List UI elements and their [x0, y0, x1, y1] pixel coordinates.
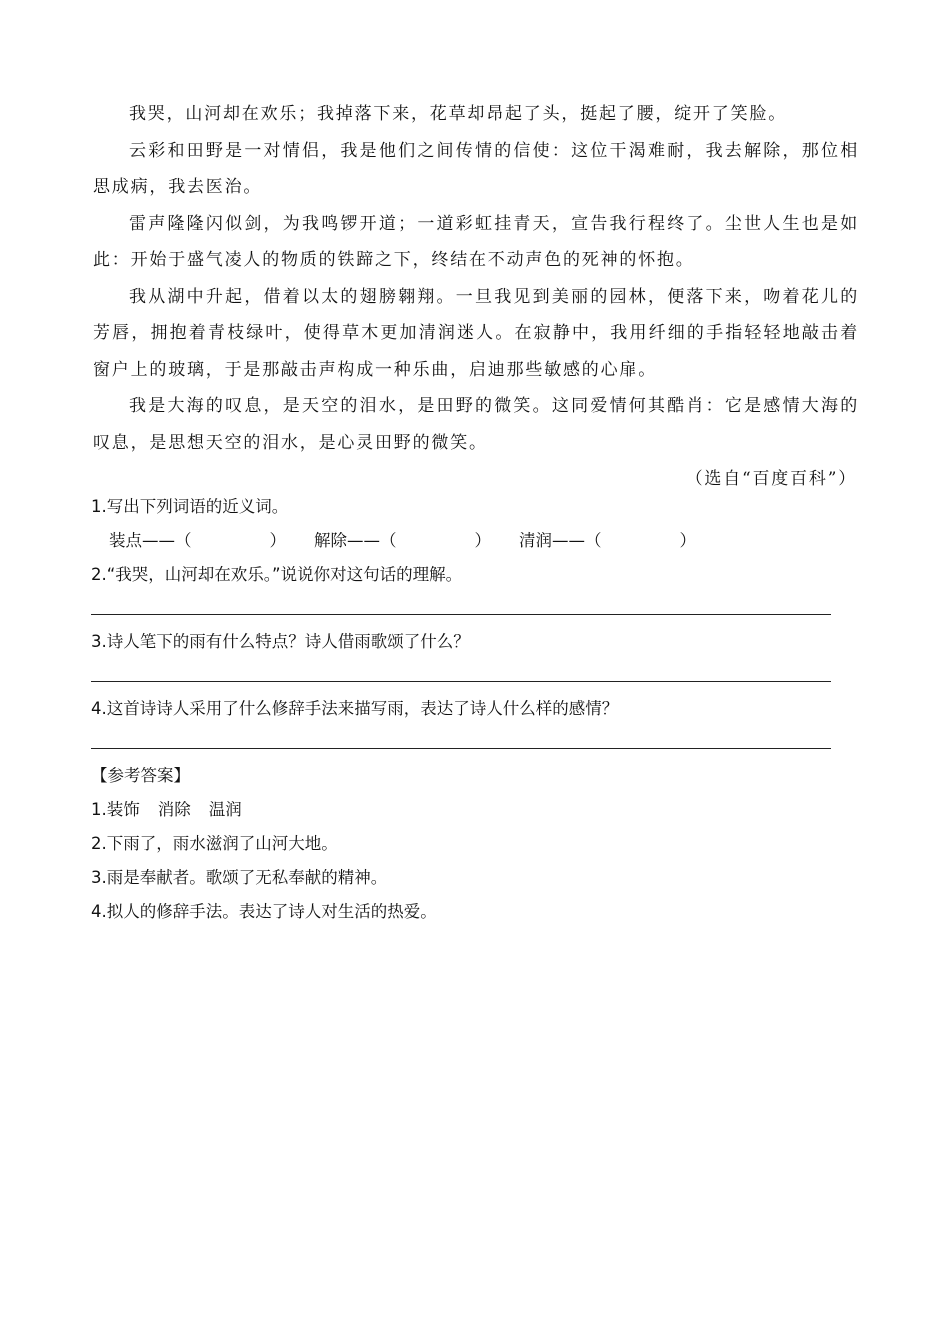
answer-line-2[interactable]: [91, 592, 831, 615]
question-1: 1.写出下列词语的近义词。: [91, 497, 289, 516]
passage-source: （选自“百度百科”）: [685, 469, 857, 489]
synonym-close: ）: [474, 531, 491, 550]
synonym-item-3: [519, 524, 696, 558]
answer-4: 4.拟人的修辞手法。表达了诗人对生活的热爱。: [91, 902, 437, 921]
synonym-item-2: [314, 524, 491, 558]
synonym-item-1: [109, 524, 286, 558]
passage-paragraph-1: 我哭，山河却在欢乐；我掉落下来，花草却昂起了头，挺起了腰，绽开了笑脸。: [129, 104, 787, 124]
answer-1-prefix: 1.: [91, 800, 107, 819]
synonym-word: 装点——（: [109, 531, 192, 550]
question-4: 4.这首诗诗人采用了什么修辞手法来描写雨，表达了诗人什么样的感情？: [91, 699, 619, 718]
answer-1-word: 消除: [157, 800, 191, 819]
synonym-row: [91, 524, 831, 558]
answers-heading: 【参考答案】: [91, 766, 190, 785]
answer-1: [91, 793, 831, 827]
answer-line-3[interactable]: [91, 659, 831, 682]
passage-paragraph-3: 雷声隆隆闪似剑，为我鸣锣开道；一道彩虹挂青天，宣告我行程终了。尘世人生也是如此：开始于盛气凌人的物质的铁蹄之下，终结在不动声色的死神的怀抱。: [93, 213, 859, 270]
synonym-word: 解除——（: [314, 531, 397, 550]
answer-line-4[interactable]: [91, 726, 831, 749]
question-3: 3.诗人笔下的雨有什么特点？诗人借雨歌颂了什么？: [91, 632, 470, 651]
answer-1-word: 温润: [208, 800, 242, 819]
reference-answers: [91, 759, 831, 929]
synonym-word: 清润——（: [519, 531, 602, 550]
answer-2: 2.下雨了，雨水滋润了山河大地。: [91, 834, 338, 853]
answer-1-word: 装饰: [106, 800, 140, 819]
passage-paragraph-2: 云彩和田野是一对情侣，我是他们之间传情的信使：这位干渴难耐，我去解除，那位相思成病，我去医治。: [93, 140, 859, 197]
question-2: 2.“我哭，山河却在欢乐。”说说你对这句话的理解。: [91, 565, 463, 584]
answer-3: 3.雨是奉献者。歌颂了无私奉献的精神。: [91, 868, 388, 887]
passage-paragraph-5: 我是大海的叹息，是天空的泪水，是田野的微笑。这同爱情何其酷肖：它是感情大海的叹息，是思想天空的泪水，是心灵田野的微笑。: [93, 396, 859, 453]
synonym-close: ）: [679, 531, 696, 550]
synonym-close: ）: [269, 531, 286, 550]
questions-section: [91, 490, 831, 929]
reading-passage: [93, 96, 859, 498]
passage-paragraph-4: 我从湖中升起，借着以太的翅膀翱翔。一旦我见到美丽的园林，便落下来，吻着花儿的芳唇，拥抱着青枝绿叶，使得草木更加清润迷人。在寂静中，我用纤细的手指轻轻地敲击着窗户上的玻璃，于是那敲击声构成一种乐曲，启迪那些敏感的心扉。: [93, 286, 859, 380]
